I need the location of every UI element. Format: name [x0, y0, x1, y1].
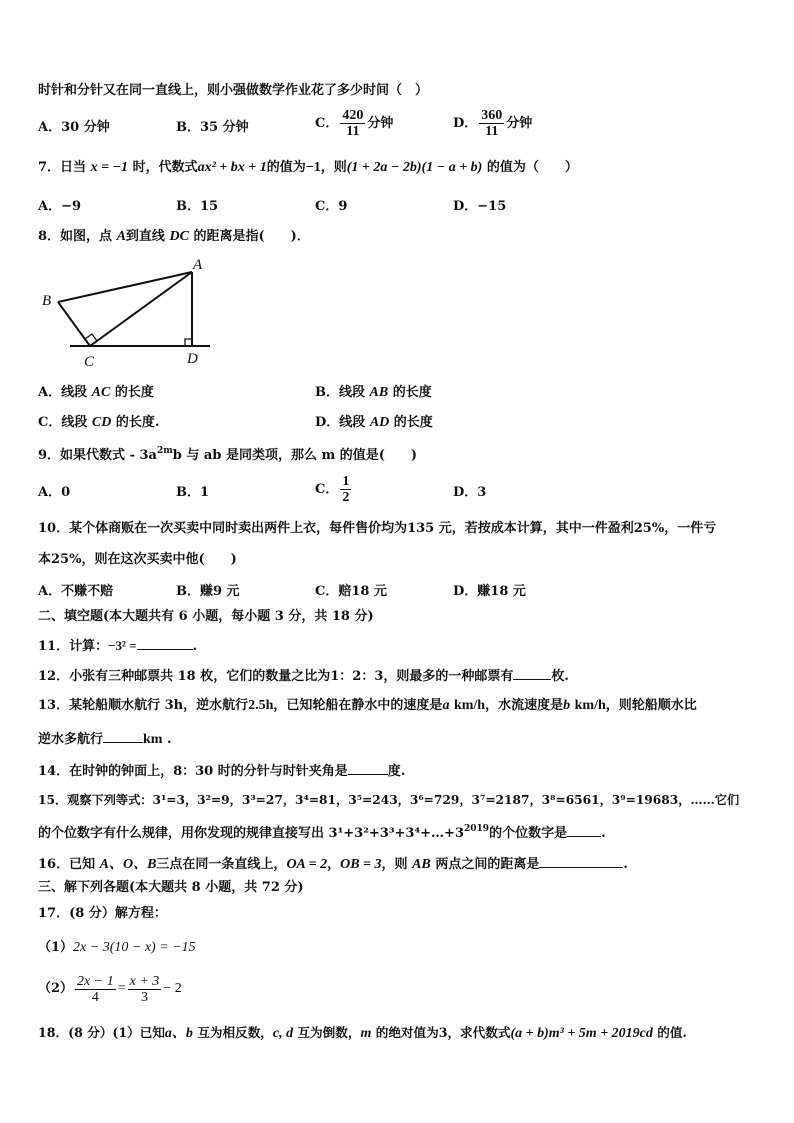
q9-option-c-fraction [340, 474, 351, 505]
q10-option-b: B．赚9 元 [176, 584, 240, 599]
q8-geometry-figure [30, 252, 220, 372]
q13-text-3: ，水流速度是 [485, 698, 564, 713]
fraction-denominator: 11 [485, 124, 499, 139]
section-2-heading: 二、填空题(本大题共有 6 小题，每小题 3 分，共 18 分) [38, 609, 374, 624]
q17-heading: 17．(8 分）解方程： [38, 906, 167, 921]
q14-text-2: 度. [387, 764, 406, 779]
q16-text-2: 三点在同一条直线上， [156, 857, 287, 872]
label-a: A [193, 257, 203, 273]
option-segment: AC [91, 385, 111, 400]
option-text: C．线段 [38, 415, 88, 430]
q18-text-1: 18．(8 分）(1）已知 [38, 1025, 165, 1040]
q7-option-c: C．9 [315, 199, 348, 214]
q15-answer-blank[interactable] [567, 822, 601, 837]
q14-stem [38, 760, 405, 781]
q16-text-4: ，则 [381, 857, 408, 872]
q7-expression-2: (1 + 2a − 2b)(1 − a + b) [346, 160, 483, 175]
q12-text-1: 12．小张有三种邮票共 18 枚，它们的数量之比为1：2：3，则最多的一种邮票有 [38, 669, 514, 684]
q7-text-2: 时，代数式 [132, 160, 198, 175]
q7-text-1: 7．日当 [38, 160, 87, 175]
q16-points: A、O、B [99, 857, 157, 872]
q9-text-1: 9．如果代数式 - 3a [38, 448, 157, 463]
q18-expression: (a + b)m³ + 5m + 2019cd [510, 1026, 653, 1041]
q17-eq2-equals: = [117, 981, 126, 996]
q12-stem [38, 665, 569, 686]
q16-text-1: 16．已知 [38, 857, 96, 872]
q13-unit-1: km/h [453, 698, 486, 713]
q13-text-1: 13．某轮船顺水航行 3h，逆水航行 [38, 698, 249, 713]
q6-option-b: B．35 分钟 [176, 120, 249, 135]
q7-condition: x = −1 [90, 160, 129, 175]
q7-option-b: B．15 [176, 199, 219, 214]
q17-eq1: 2x − 3(10 − x) = −15 [73, 940, 196, 955]
q6-option-d-unit: 分钟 [506, 116, 533, 131]
q6-stem: 时针和分针又在同一直线上，则小强做数学作业花了多少时间（ ） [38, 83, 429, 98]
q8-option-a [38, 384, 154, 402]
q13-text-5: 逆水多航行 [38, 732, 104, 747]
q8-option-d [315, 414, 433, 432]
q9-option-a: A．0 [38, 485, 71, 500]
q7-text-5: 的值为（ ） [486, 160, 578, 175]
q17-eq2-tail: − 2 [163, 981, 182, 996]
fraction-numerator: x + 3 [129, 973, 160, 989]
q15-text-2: 的个位数字是 [489, 826, 568, 841]
q11-text-1: 11．计算： [38, 639, 109, 654]
q8-line: DC [169, 229, 189, 244]
option-text: 的长度 [393, 415, 433, 430]
q13-text-4: ，则轮船顺水比 [605, 698, 697, 713]
q10-option-d: D．赚18 元 [453, 584, 526, 599]
q8-point: A [116, 229, 126, 244]
q9-text-2: b 与 ab 是同类项，那么 m 的值是( ) [172, 448, 418, 463]
q13-unit-2: km/h [574, 698, 606, 713]
fraction-denominator: 4 [91, 989, 99, 1005]
q9-option-d: D．3 [453, 485, 487, 500]
q15-stem-line-1: 15．观察下列等式：3¹=3，3²=9，3³=27，3⁴=81，3⁵=243，3⁶=729，3⁷=2187，3⁸=6561，3⁹=19683，……它们 [38, 793, 740, 807]
q16-text-5: 两点之间的距离是 [435, 857, 540, 872]
option-segment: AB [369, 385, 389, 400]
fraction-numerator: 360 [481, 108, 503, 123]
q7-option-a: A．−9 [38, 199, 82, 214]
label-b: B [42, 293, 52, 309]
q15-text-3: . [601, 826, 606, 841]
q9-option-c [315, 474, 353, 505]
q11-stem [38, 635, 197, 656]
q6-option-c-fraction [340, 108, 365, 139]
q15-stem-line-2 [38, 822, 606, 843]
q6-option-d-label: D． [453, 116, 478, 131]
q11-answer-blank[interactable] [137, 635, 193, 650]
q7-option-d: D．−15 [453, 199, 507, 214]
label-c: C [84, 354, 95, 370]
q18-text-3: 互为倒数， [297, 1025, 361, 1040]
q17-equation-1 [38, 939, 196, 957]
q16-stem [38, 853, 628, 874]
q13-text-2: ，已知轮船在静水中的速度是 [273, 698, 443, 713]
q7-expression: ax² + bx + 1 [197, 160, 267, 175]
label-d: D [187, 351, 198, 367]
q18-text-2: 互为相反数， [197, 1025, 273, 1040]
q11-text-2: . [192, 639, 198, 654]
q7-stem [38, 159, 578, 177]
segment-bc [58, 302, 90, 346]
option-text: D．线段 [315, 415, 366, 430]
fraction-numerator: 420 [342, 108, 364, 123]
option-segment: AD [369, 415, 390, 430]
q6-option-c-label: C． [315, 116, 339, 131]
q16-text-3: ， [327, 857, 341, 872]
q13-stem-line-2 [38, 728, 172, 749]
q7-value: −1 [305, 160, 321, 175]
q18-variables-cd: c, d [272, 1026, 294, 1041]
q10-option-a: A．不赚不赔 [38, 584, 114, 599]
q16-answer-blank[interactable] [539, 853, 623, 868]
q6-option-a: A．30 分钟 [38, 120, 110, 135]
section-3-heading: 三、解下列各题(本大题共 8 小题，共 72 分) [38, 880, 304, 895]
q10-stem-line-2: 本25%，则在这次买卖中他( ) [38, 552, 237, 567]
q18-variables-ab: a、b [164, 1026, 193, 1041]
q13-speed-b: b [563, 698, 571, 713]
option-text: 的长度 [114, 385, 154, 400]
q8-text-1: 8．如图，点 [38, 229, 113, 244]
q9-option-b: B．1 [176, 485, 210, 500]
q13-stem-line-1 [38, 697, 697, 715]
option-text: 的长度 [392, 385, 432, 400]
fraction-denominator: 3 [140, 989, 148, 1005]
q17-eq2-fraction-2 [128, 974, 162, 1005]
q9-exponent: 2m [156, 446, 173, 456]
q8-option-b [315, 384, 432, 402]
q17-eq1-label: （1） [38, 940, 74, 955]
q18-stem [38, 1024, 687, 1043]
q13-unit-km: km [143, 732, 163, 747]
q6-option-c [315, 108, 393, 139]
q12-text-2: 枚. [551, 669, 569, 684]
q18-variable-m: m [360, 1026, 372, 1041]
q7-text-3: 的值为 [266, 160, 306, 175]
q16-oa: OA = 2 [286, 857, 328, 872]
fraction-numerator: 2x − 1 [77, 973, 114, 989]
q13-time: 2.5h [248, 698, 274, 713]
q16-segment: AB [412, 857, 431, 872]
q6-option-d-fraction [479, 108, 504, 139]
option-text: B．线段 [315, 385, 365, 400]
q17-equation-2 [38, 972, 182, 1006]
option-text: 的长度. [115, 415, 160, 430]
q14-answer-blank[interactable] [348, 760, 388, 775]
q6-option-c-unit: 分钟 [367, 116, 394, 131]
fraction-denominator: 2 [342, 490, 350, 505]
fraction-denominator: 11 [346, 124, 360, 139]
q16-text-6: . [623, 857, 628, 872]
q18-text-4: 的绝对值为3，求代数式 [375, 1025, 511, 1040]
q11-expression: −3² = [108, 638, 137, 653]
option-text: A．线段 [38, 385, 88, 400]
q6-option-d [453, 108, 532, 139]
q14-text-1: 14．在时钟的钟面上，8：30 时的分针与时针夹角是 [38, 764, 348, 779]
q8-stem [38, 228, 310, 246]
q13-answer-blank[interactable] [103, 728, 143, 743]
q8-text-3: 的距离是指( )． [193, 229, 310, 244]
q8-text-2: 到直线 [125, 229, 165, 244]
q18-text-5: 的值. [657, 1025, 687, 1040]
q16-ob: OB = 3 [340, 857, 382, 872]
q13-speed-a: a [442, 698, 450, 713]
fraction-numerator: 1 [342, 474, 350, 489]
right-angle-mark-d [185, 339, 192, 346]
q13-text-6: . [167, 732, 172, 747]
q15-text-1: 的个位数字有什么规律，用你发现的规律直接写出 3¹+3²+3³+3⁴+…+3 [38, 826, 464, 841]
q10-stem-line-1: 10．某个体商贩在一次买卖中同时卖出两件上衣，每件售价均为135 元，若按成本计算，其中一件盈利25%，一件亏 [38, 521, 717, 536]
q9-option-c-label: C． [315, 482, 339, 497]
q17-eq2-label: （2） [38, 981, 74, 996]
option-segment: CD [91, 415, 112, 430]
q10-option-c: C．赔18 元 [315, 584, 387, 599]
q8-option-c [38, 414, 159, 432]
q15-exponent: 2019 [464, 824, 490, 834]
q12-answer-blank[interactable] [513, 665, 551, 680]
q7-text-4: ，则 [320, 160, 347, 175]
q17-eq2-fraction-1 [75, 974, 116, 1005]
q9-stem [38, 447, 417, 465]
